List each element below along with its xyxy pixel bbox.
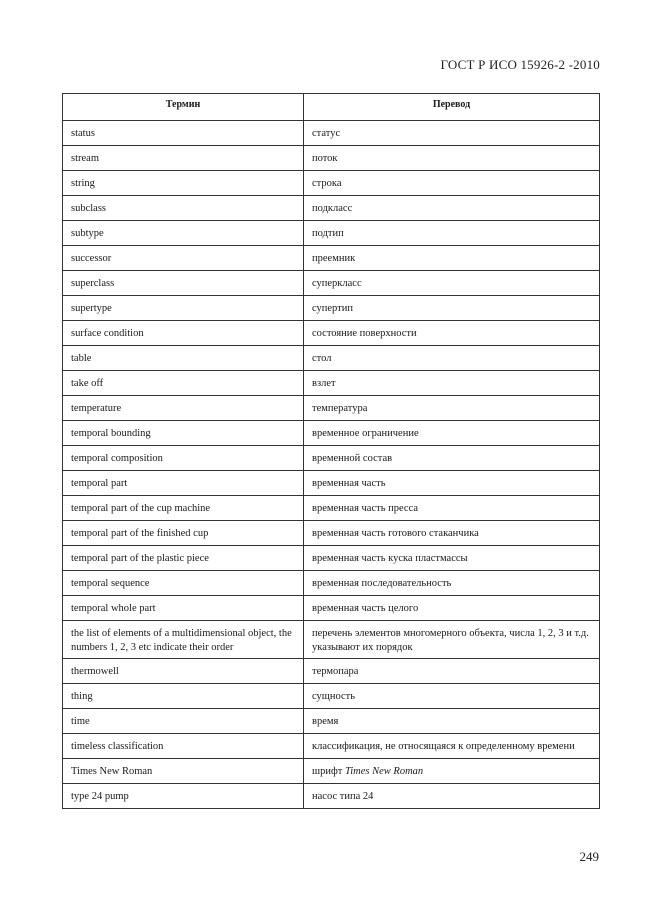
table-row <box>63 346 600 371</box>
table-row <box>63 709 600 734</box>
translation-cell: временная последовательность <box>304 571 600 596</box>
term-cell: string <box>63 171 304 196</box>
table-row <box>63 496 600 521</box>
table-row <box>63 146 600 171</box>
term-cell: type 24 pump <box>63 784 304 809</box>
translation-cell: временная часть целого <box>304 596 600 621</box>
translation-cell <box>304 759 600 784</box>
table-header-row <box>63 94 600 121</box>
term-cell: subclass <box>63 196 304 221</box>
translation-prefix: шрифт <box>312 766 345 778</box>
table-row <box>63 596 600 621</box>
column-header-term: Термин <box>63 94 304 121</box>
translation-cell: поток <box>304 146 600 171</box>
translation-cell: временная часть пресса <box>304 496 600 521</box>
table-row <box>63 246 600 271</box>
table-row <box>63 784 600 809</box>
term-cell: timeless classification <box>63 734 304 759</box>
table-row <box>63 446 600 471</box>
term-cell: temporal part <box>63 471 304 496</box>
term-cell: successor <box>63 246 304 271</box>
table-row <box>63 734 600 759</box>
table-row <box>63 471 600 496</box>
translation-cell: временная часть куска пластмассы <box>304 546 600 571</box>
glossary-table <box>62 93 600 809</box>
translation-cell: температура <box>304 396 600 421</box>
page-number: 249 <box>579 849 599 864</box>
term-cell: status <box>63 121 304 146</box>
term-cell: stream <box>63 146 304 171</box>
translation-italic: Times New Roman <box>344 766 424 778</box>
document-header: ГОСТ Р ИСО 15926-2 -2010 <box>440 57 600 72</box>
table-row <box>63 196 600 221</box>
term-cell: temperature <box>63 396 304 421</box>
table-row <box>63 546 600 571</box>
translation-cell: состояние поверхности <box>304 321 600 346</box>
translation-cell: подкласс <box>304 196 600 221</box>
translation-cell: статус <box>304 121 600 146</box>
term-cell: surface condition <box>63 321 304 346</box>
translation-cell: преемник <box>304 246 600 271</box>
table-row <box>63 659 600 684</box>
term-cell: superclass <box>63 271 304 296</box>
column-header-translation: Перевод <box>304 94 600 121</box>
term-cell: temporal composition <box>63 446 304 471</box>
table-row <box>63 121 600 146</box>
term-cell: temporal part of the cup machine <box>63 496 304 521</box>
translation-cell: временное ограничение <box>304 421 600 446</box>
term-cell: temporal bounding <box>63 421 304 446</box>
term-cell: temporal sequence <box>63 571 304 596</box>
table-row <box>63 396 600 421</box>
table-row <box>63 571 600 596</box>
translation-cell: супертип <box>304 296 600 321</box>
table-row <box>63 296 600 321</box>
translation-cell: классификация, не относящаяся к определенному времени <box>304 734 600 759</box>
term-cell: the list of elements of a multidimensional object, the numbers 1, 2, 3 etc indicate their order <box>63 621 304 659</box>
translation-cell: перечень элементов многомерного объекта, числа 1, 2, 3 и т.д. указывают их порядок <box>304 621 600 659</box>
translation-cell: термопара <box>304 659 600 684</box>
translation-cell: стол <box>304 346 600 371</box>
table-row <box>63 759 600 784</box>
table-row <box>63 221 600 246</box>
term-cell: thermowell <box>63 659 304 684</box>
translation-cell: временная часть готового стаканчика <box>304 521 600 546</box>
table-row <box>63 321 600 346</box>
term-cell: supertype <box>63 296 304 321</box>
term-cell: thing <box>63 684 304 709</box>
table-row <box>63 421 600 446</box>
term-cell: temporal whole part <box>63 596 304 621</box>
term-cell: temporal part of the plastic piece <box>63 546 304 571</box>
term-cell: temporal part of the finished cup <box>63 521 304 546</box>
term-cell: table <box>63 346 304 371</box>
translation-cell: сущность <box>304 684 600 709</box>
term-cell: take off <box>63 371 304 396</box>
table-row <box>63 271 600 296</box>
translation-cell: время <box>304 709 600 734</box>
table-row <box>63 684 600 709</box>
table-row <box>63 171 600 196</box>
term-cell: Times New Roman <box>63 759 304 784</box>
term-cell: time <box>63 709 304 734</box>
translation-cell: взлет <box>304 371 600 396</box>
translation-cell: временной состав <box>304 446 600 471</box>
translation-cell: временная часть <box>304 471 600 496</box>
translation-cell: подтип <box>304 221 600 246</box>
term-cell: subtype <box>63 221 304 246</box>
translation-cell: суперкласс <box>304 271 600 296</box>
table-row <box>63 621 600 659</box>
glossary-body <box>63 121 600 809</box>
table-row <box>63 521 600 546</box>
table-row <box>63 371 600 396</box>
translation-cell: строка <box>304 171 600 196</box>
translation-cell: насос типа 24 <box>304 784 600 809</box>
